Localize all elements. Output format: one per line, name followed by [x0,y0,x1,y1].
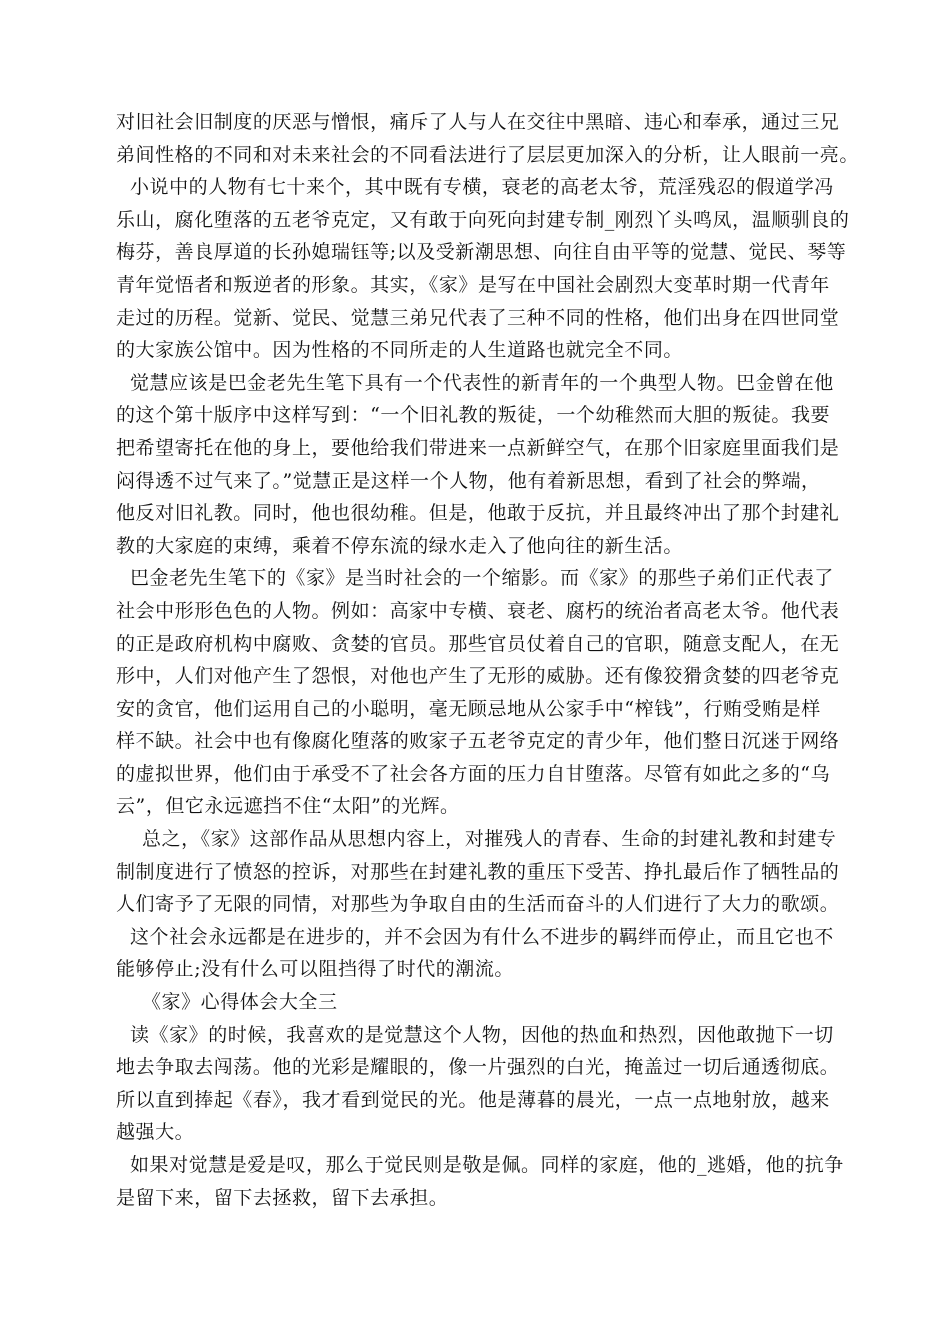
text-line: 安的贪官，他们运用自己的小聪明，毫无顾忌地从公家手中“榨钱”，行贿受贿是样 [116,697,821,720]
text-line: 的虚拟世界，他们由于承受不了社会各方面的压力自甘堕落。尽管有如此之多的“乌 [116,762,831,785]
text-line: 青年觉悟者和叛逆者的形象。其实，《家》是写在中国社会剧烈大变革时期一代青年 [116,273,830,296]
text-line: 越强大。 [116,1121,195,1144]
text-line: 对旧社会旧制度的厌恶与憎恨，痛斥了人与人在交往中黑暗、违心和奉承，通过三兄 [116,111,840,133]
text-line: 教的大家庭的束缚，乘着不停东流的绿水走入了他向往的新生活。 [116,534,683,557]
text-line: 样不缺。社会中也有像腐化堕落的败家子五老爷克定的青少年，他们整日沉迷于网络 [116,730,840,753]
text-line: 梅芬，善良厚道的长孙媳瑞钰等;以及受新潮思想、向往自由平等的觉慧、觉民、琴等 [116,241,847,264]
paragraph-start-line: 这个社会永远都是在进步的，并不会因为有什么不进步的羁绊而停止，而且它也不 [130,925,834,948]
text-line: 走过的历程。觉新、觉民、觉慧三弟兄代表了三种不同的性格，他们出身在四世同堂 [116,306,840,329]
document-body [116,106,859,1214]
text-line: 的大家族公馆中。因为性格的不同所走的人生道路也就完全不同。 [116,339,683,362]
text-line: 闷得透不过气来了。”觉慧正是这样一个人物，他有着新思想，看到了社会的弊端， [116,469,821,492]
paragraph-start-line: 小说中的人物有七十来个，其中既有专横，衰老的高老太爷，荒淫残忍的假道学冯 [130,176,834,199]
text-line: 的正是政府机构中腐败、贪婪的官员。那些官员仗着自己的官职，随意支配人，在无 [116,632,840,655]
paragraph-start-line: 总之，《家》这部作品从思想内容上，对摧残人的青春、生命的封建礼教和封建专 [142,828,837,851]
text-line: 是留下来，留下去拯救，留下去承担。 [116,1186,449,1209]
text-line: 把希望寄托在他的身上，要他给我们带进来一点新鲜空气，在那个旧家庭里面我们是 [116,436,840,459]
text-line: 他反对旧礼教。同时，他也很幼稚。但是，他敢于反抗，并且最终冲出了那个封建礼 [116,502,840,525]
paragraph-start-line: 觉慧应该是巴金老先生笔下具有一个代表性的新青年的一个典型人物。巴金曾在他 [130,371,834,394]
paragraph-start-line: 巴金老先生笔下的《家》是当时社会的一个缩影。而《家》的那些子弟们正代表了 [130,567,834,590]
text-line: 弟间性格的不同和对未来社会的不同看法进行了层层更加深入的分析，让人眼前一亮。 [116,143,859,166]
text-line: 能够停止;没有什么可以阻挡得了时代的潮流。 [116,958,514,981]
text-line: 地去争取去闯荡。他的光彩是耀眼的，像一片强烈的白光，掩盖过一切后通透彻底。 [116,1056,840,1079]
text-line: 所以直到捧起《春》，我才看到觉民的光。他是薄暮的晨光，一点一点地射放，越来 [116,1088,830,1111]
text-line: 制制度进行了愤怒的控诉，对那些在封建礼教的重压下受苦、挣扎最后作了牺牲品的 [116,860,840,883]
text-line: 的这个第十版序中这样写到：“一个旧礼教的叛徒，一个幼稚然而大胆的叛徒。我要 [116,404,831,427]
text-line: 云”，但它永远遮挡不住“太阳”的光辉。 [116,795,460,818]
text-line: 形中，人们对他产生了怨恨，对他也产生了无形的威胁。还有像狡猾贪婪的四老爷克 [116,665,840,688]
text-line: 人们寄予了无限的同情，对那些为争取自由的生活而奋斗的人们进行了大力的歌颂。 [116,893,840,916]
section-heading: 《家》心得体会大全三 [142,991,338,1014]
text-line: 乐山，腐化堕落的五老爷克定，又有敢于向死向封建专制_刚烈丫头鸣凤，温顺驯良的 [116,208,850,231]
paragraph-start-line: 读《家》的时候，我喜欢的是觉慧这个人物，因他的热血和热烈，因他敢抛下一切 [130,1023,834,1046]
text-line: 社会中形形色色的人物。例如：高家中专横、衰老、腐朽的统治者高老太爷。他代表 [116,599,840,622]
paragraph-start-line: 如果对觉慧是爱是叹，那么于觉民则是敬是佩。同样的家庭，他的_逃婚，他的抗争 [130,1154,844,1176]
